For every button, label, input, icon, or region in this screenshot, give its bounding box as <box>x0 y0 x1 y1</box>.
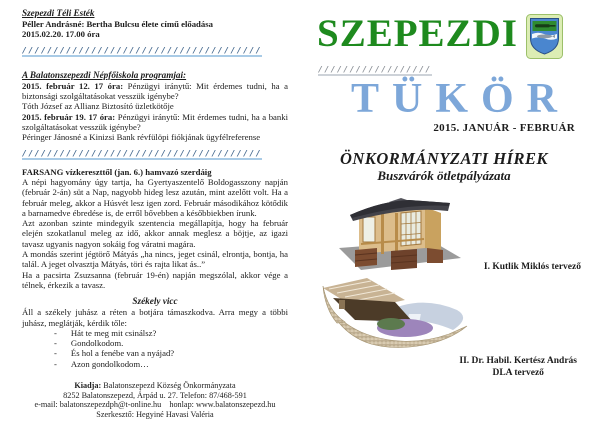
bus-shelter-design-1-image <box>337 192 463 270</box>
joke-intro: Áll a székely juhász a réten a botjára támaszkodva. Arra megy a többi juhász, meglátják, kérdik tőle: <box>22 307 288 328</box>
masthead-title-bottom: TÜKÖR <box>351 76 571 122</box>
folk-school-event-1 <box>22 81 288 102</box>
dash-bullet: - <box>54 338 57 349</box>
winter-evenings-lecture: Péller Andrásné: Bertha Bulcsu élete című előadása <box>22 19 213 29</box>
joke-line <box>22 359 288 369</box>
coat-of-arms-icon <box>526 14 563 59</box>
imprint-publisher <box>22 381 288 391</box>
winter-evenings-datetime: 2015.02.20. 17.00 óra <box>22 29 100 40</box>
event-1-text: Pénzügyi iránytű: Mit érdemes tudni, ha a biztonsági szolgáltatásokat vesszük igénybe? <box>22 80 289 102</box>
farsang-paragraph-2: Azt azonban szinte mindegyik szentencia megállapítja, hogy ha február elején szokatlanul meleg az idő, akkor annak meglesz a böjtje, az igazi tavasz ugyanis nagyon sokáig fog váratni magára. <box>22 218 288 249</box>
event-1-date: 2015. február 12. 17 óra: <box>22 80 124 91</box>
masthead <box>303 12 585 59</box>
design-2-caption-line-2: DLA tervező <box>492 367 544 378</box>
farsang-paragraph-4: Ha a pacsirta Zsuzsanna (február 19-én) napján megszólal, akkor vége a télnek, érkezik a tavasz. <box>22 269 288 290</box>
design-1-caption: I. Kutlik Miklós tervező <box>483 262 581 272</box>
event-2-speaker: Péringer Jánosné a Kinizsi Bank révfülöpi fiókjának ügyfélreferense <box>22 132 261 143</box>
masthead-divider-slashes: ////////////////// <box>318 65 432 74</box>
dash-bullet: - <box>54 348 57 359</box>
joke-line <box>22 338 288 348</box>
design-2-caption-line-1: II. Dr. Habil. Kertész András <box>459 356 577 366</box>
event-2-date: 2015. február 19. 17 óra: <box>22 111 116 122</box>
news-section-heading: ÖNKORMÁNYZATI HÍREK <box>340 149 548 168</box>
imprint <box>22 381 288 419</box>
imprint-contacts: e-mail: balatonszepezdph@t-online.hu honlap: www.balatonszepezd.hu <box>34 400 276 410</box>
joke-title: Székely vicc <box>132 296 178 307</box>
issue-date: 2015. JANUÁR - FEBRUÁR <box>433 122 575 134</box>
farsang-paragraph-3: A mondás szerint jégtörő Mátyás „ha nincs, jeget csinál, elrontja, bontja, ha talál. A jeget olvasztja Mátyás, töri és rajta likat ás..” <box>22 249 288 270</box>
dash-bullet: - <box>54 327 57 338</box>
joke-line <box>22 328 288 338</box>
left-column <box>22 8 288 419</box>
farsang-paragraph-1: A népi hagyomány úgy tartja, ha Gyertyaszentelő Boldogasszony napján (február 2-án) süt a Nap, nagyobb hideg lesz azután, mint azelőtt volt. Ha a február meleg, akkor a Húsvét lesz igen zord. Február másodikához kötődik a barnamedve ébredése is, de erről bővebben a későbbiekben írunk. <box>22 177 288 218</box>
joke-line <box>22 348 288 358</box>
farsang-title: FARSANG vízkereszttől (jan. 6.) hamvazó szerdáig <box>22 166 212 177</box>
bus-shelter-design-2-image <box>317 276 479 354</box>
imprint-address: 8252 Balatonszepezd, Árpád u. 27. Telefon: 87/468-591 <box>63 390 247 400</box>
divider-slashes: ////////////////////////////////////// <box>22 148 263 158</box>
joke-line-text: És hol a fenébe van a nyájad? <box>70 348 175 359</box>
masthead-title-top: SZEPEZDI <box>317 12 518 55</box>
news-section-subheading: Buszvárók ötletpályázata <box>377 168 511 183</box>
dash-bullet: - <box>54 358 57 369</box>
joke-line-text: Gondolkodom. <box>70 338 124 349</box>
right-column <box>303 0 585 424</box>
event-1-speaker: Tóth József az Allianz Biztosító üzletkötője <box>22 101 174 112</box>
joke-line-text: Hát te meg mit csinálsz? <box>70 327 157 338</box>
divider-slashes: ////////////////////////////////////// <box>22 45 263 55</box>
event-2-text: Pénzügyi iránytű: Mit érdemes tudni, ha a banki szolgáltatásokat vesszük igénybe? <box>22 111 288 132</box>
folk-school-event-2 <box>22 112 288 133</box>
design-2-caption <box>303 356 585 380</box>
publisher-name: Balatonszepezd Község Önkormányzata <box>101 381 236 391</box>
winter-evenings-title: Szepezdi Téli Esték <box>22 8 95 18</box>
imprint-editor: Szerkesztő: Hegyiné Havasi Valéria <box>96 409 214 419</box>
folk-school-title: A Balatonszepezdi Népfőiskola programjai: <box>22 69 187 80</box>
publisher-label: Kiadja: <box>74 381 102 391</box>
joke-line-text: Azon gondolkodom… <box>70 358 149 369</box>
